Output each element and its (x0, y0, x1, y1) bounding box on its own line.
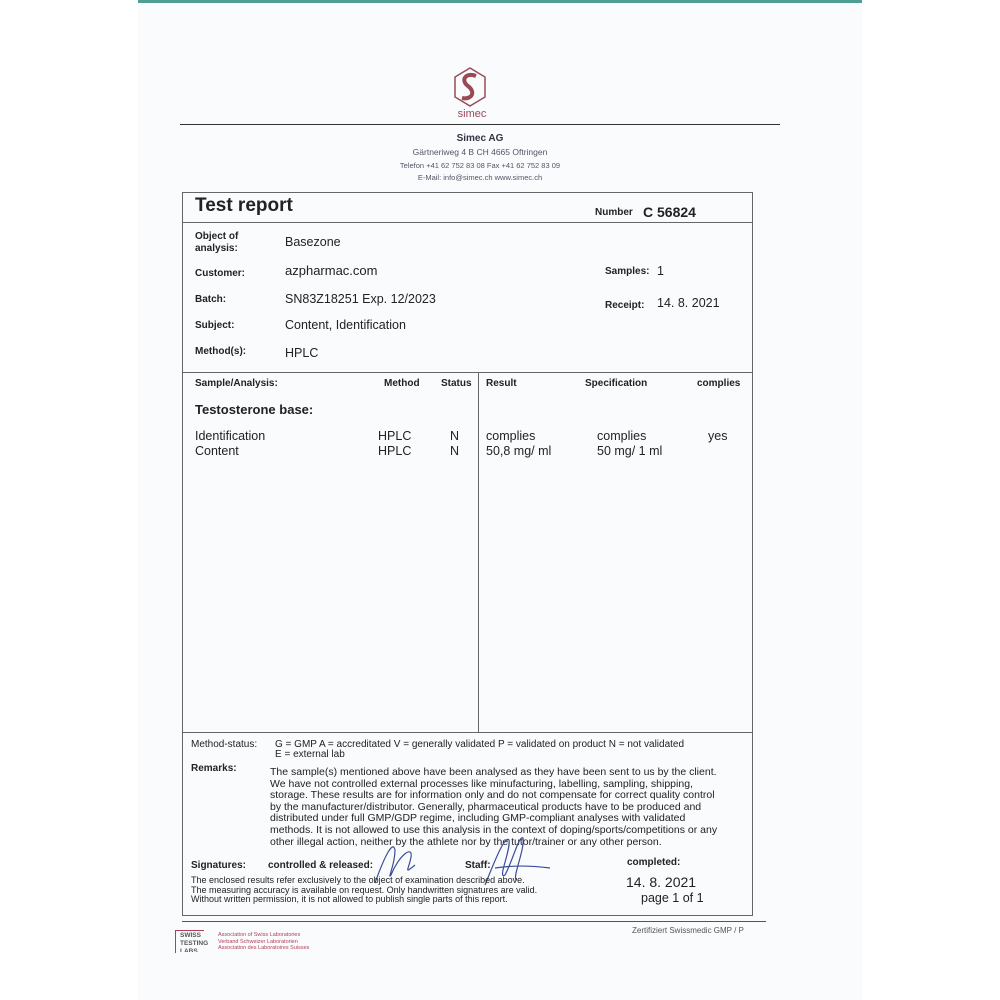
header-sample: Sample/Analysis: (195, 378, 278, 389)
cell-analysis: Identification (195, 429, 266, 443)
header-complies: complies (697, 378, 741, 389)
completed-date: 14. 8. 2021 (626, 874, 697, 890)
field-value-subject: Content, Identification (285, 318, 406, 332)
company-address: Gärtneriweg 4 B CH 4665 Oftringen (412, 147, 548, 157)
company-email: E-Mail: info@simec.ch www.simec.ch (417, 173, 543, 182)
page-count: page 1 of 1 (641, 891, 704, 905)
number-label: Number (595, 207, 633, 218)
report-title: Test report (195, 195, 293, 216)
certification: Zertifiziert Swissmedic GMP / P (632, 926, 744, 935)
receipt-label: Receipt: (605, 300, 645, 311)
remarks-label: Remarks: (191, 763, 237, 774)
group-title: Testosterone base: (195, 402, 314, 417)
completed-label: completed: (627, 857, 681, 868)
samples-label: Samples: (605, 266, 650, 277)
remarks-line: storage. These results are for information only and do not compensate for correct quality control (270, 789, 715, 802)
cell-status: N (450, 444, 460, 458)
assoc-line: Association of Swiss Laboratories (218, 932, 301, 938)
header-status: Status (441, 378, 472, 389)
note-line: The measuring accuracy is available on request. Only handwritten signatures are valid. (191, 884, 538, 895)
staff-label: Staff: (465, 860, 491, 871)
controlled-label: controlled & released: (268, 860, 374, 871)
scan-edge (138, 0, 862, 3)
header-spec: Specification (585, 378, 648, 389)
column-divider (478, 372, 479, 732)
divider (182, 372, 753, 373)
cell-complies: yes (708, 429, 728, 443)
cell-analysis: Content (195, 444, 239, 458)
field-label-object: Object of analysis: (195, 231, 239, 254)
remarks-line: The sample(s) mentioned above have been analysed as they have been sent to us by the client. (270, 766, 717, 778)
cell-result: 50,8 mg/ ml (486, 444, 552, 458)
signature-notes (191, 876, 537, 905)
cell-status: N (450, 429, 460, 443)
assoc-line: Association des Laboratoires Suisses (218, 945, 310, 951)
logo-line: SWISS (180, 932, 201, 939)
cell-method: HPLC (378, 444, 412, 458)
logo-text: simec (457, 108, 487, 120)
logo-line: TESTING (180, 940, 209, 947)
note-line: Without written permission, it is not allowed to publish single parts of this report. (191, 894, 508, 904)
report-number: C 56824 (643, 204, 696, 220)
swiss-testing-logo (180, 932, 208, 952)
field-label-batch: Batch: (195, 294, 227, 305)
header-rule (180, 124, 780, 125)
association-text (218, 932, 309, 952)
field-label-subject: Subject: (195, 320, 235, 331)
samples-value: 1 (657, 264, 664, 278)
legend-line2: E = external lab (275, 749, 345, 760)
divider (182, 222, 753, 223)
legend-line1: G = GMP A = accreditated V = generally validated P = validated on product N = not validated (275, 739, 685, 750)
note-line: The enclosed results refer exclusively to the object of examination described above. (191, 875, 525, 885)
signatures-label: Signatures: (191, 860, 247, 871)
cell-result: complies (486, 429, 536, 443)
field-label-customer: Customer: (195, 268, 246, 279)
footer-rule (182, 921, 766, 922)
legend-label: Method-status: (191, 739, 258, 750)
header-method: Method (384, 378, 420, 389)
remarks-line: by the manufacturer/distributor. Generally, pharmaceutical products have to be produced and (270, 800, 702, 813)
remarks-line: distributed under full GMP/GDP regime, including GMP-compliant analyses with validated (270, 812, 686, 825)
receipt-value: 14. 8. 2021 (657, 296, 720, 310)
remarks-line: methods. It is not allowed to use this analysis in the context of doping/sports/competitions or any (270, 823, 718, 836)
cell-spec: 50 mg/ 1 ml (597, 444, 663, 458)
field-value-method: HPLC (285, 346, 319, 360)
header-result: Result (486, 378, 517, 389)
assoc-line: Verband Schweizer Laboratorien (218, 938, 298, 945)
field-value-batch: SN83Z18251 Exp. 12/2023 (285, 292, 436, 306)
remarks-line: We have not controlled external processes like minufacturing, labelling, sampling, shipping, (270, 777, 693, 790)
company-phone: Telefon +41 62 752 83 08 Fax +41 62 752 83 09 (399, 161, 561, 170)
divider (182, 732, 753, 733)
simec-logo-icon (452, 66, 488, 108)
logo-line: LABS (180, 948, 198, 952)
field-value-customer: azpharmac.com (285, 263, 378, 278)
field-value-object: Basezone (285, 235, 341, 249)
company-name: Simec AG (456, 133, 504, 144)
field-label-method: Method(s): (195, 346, 247, 357)
cell-method: HPLC (378, 429, 412, 443)
remarks-line: other illegal action, neither by the athlete nor by the tutor/trainer or any other person. (270, 835, 662, 848)
cell-spec: complies (597, 429, 647, 443)
